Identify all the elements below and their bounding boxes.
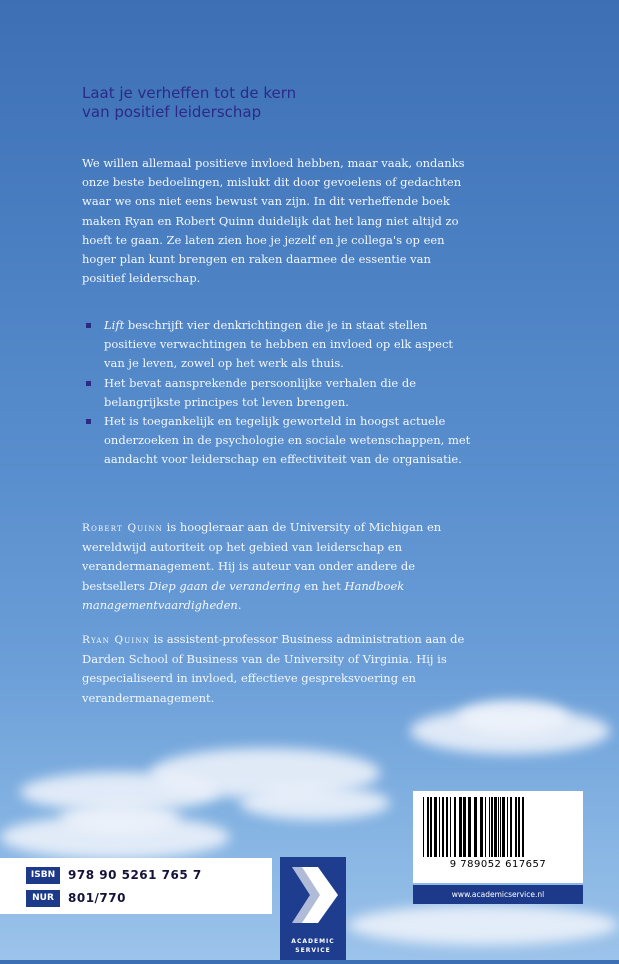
nur-value: 801/770 — [68, 891, 126, 905]
feature-list — [82, 316, 477, 470]
barcode-bar — [468, 797, 471, 857]
list-item — [82, 374, 477, 412]
barcode-bar — [491, 797, 493, 857]
nur-row — [26, 889, 126, 907]
list-item — [82, 412, 477, 470]
isbn-label: ISBN — [26, 867, 60, 884]
identifier-box — [0, 858, 272, 914]
author-bio-text: is assistent-professor Business administration aan de Darden School of Business van de University of Virginia. Hij is gespecialiseerd in invloed, effectieve gespreksvoering en verandermanagement. — [82, 632, 465, 705]
author-bio-ryan — [82, 630, 477, 708]
author-bio-text: en het — [300, 578, 345, 593]
barcode-bar — [423, 797, 424, 857]
svg-text:SERVICE: SERVICE — [295, 947, 331, 954]
barcode — [413, 791, 583, 883]
list-item-text: Het bevat aansprekende persoonlijke verhalen die de belangrijkste principes tot leven brengen. — [104, 375, 417, 409]
bullet-icon — [86, 419, 91, 424]
barcode-bar — [489, 797, 490, 857]
barcode-bar — [494, 797, 497, 857]
barcode-bar — [446, 797, 448, 857]
barcode-bar — [515, 797, 517, 857]
barcode-bar — [434, 797, 437, 857]
list-item — [82, 316, 477, 374]
publisher-url: www.academicservice.nl — [413, 885, 583, 904]
author-bio-robert — [82, 518, 477, 615]
barcode-bar — [518, 797, 520, 857]
cloud — [348, 905, 618, 945]
barcode-bar — [474, 797, 477, 857]
barcode-bar — [502, 797, 505, 857]
tagline-line-1: Laat je verheffen tot de kern — [82, 84, 297, 102]
intro-paragraph: We willen allemaal positieve invloed hebben, maar vaak, ondanks onze beste bedoelingen, mislukt dit door gevoelens of gedachten waar we ons niet eens bewust van zijn. In dit verheffende boek maken Ryan en Robert Quinn duidelijk dat het lang niet altijd zo hoeft te gaan. Ze laten zien hoe je jezelf en je collega's op een hoger plan kunt brengen en raken daarmee de essentie van positief leiderschap. — [82, 156, 465, 286]
barcode-bar — [430, 797, 432, 857]
barcode-bar — [485, 797, 486, 857]
publisher-logo — [280, 857, 346, 960]
nur-label: NUR — [26, 890, 60, 907]
barcode-bar — [498, 797, 499, 857]
barcode-bar — [463, 797, 466, 857]
barcode-bar — [439, 797, 440, 857]
barcode-bar — [500, 797, 501, 857]
barcode-bar — [510, 797, 512, 857]
barcode-bar — [450, 797, 451, 857]
isbn-value: 978 90 5261 765 7 — [68, 868, 202, 882]
barcode-bar — [454, 797, 456, 857]
list-item-text: Het is toegankelijk en tegelijk geworteld in hoogst actuele onderzoeken in de psychologie en sociale wetenschappen, met aandacht voor leiderschap en effectiviteit van de organisatie. — [104, 414, 471, 467]
barcode-bar — [480, 797, 483, 857]
cloud — [60, 803, 180, 833]
isbn-row — [26, 866, 202, 884]
barcode-bars — [421, 797, 575, 857]
author-bio-text: is hoogleraar aan de University of Michigan en wereldwijd autoriteit op het gebied van leiderschap en verandermanagement. Hij is auteur van onder andere de bestsellers — [82, 520, 442, 593]
book-title: Diep gaan de verandering — [148, 578, 301, 593]
barcode-bar — [427, 797, 429, 857]
author-name: Robert Quinn — [82, 522, 163, 534]
tagline — [82, 84, 422, 122]
book-title: Handboek managementvaardigheden — [82, 578, 405, 612]
svg-text:ACADEMIC: ACADEMIC — [291, 938, 335, 945]
cloud — [240, 786, 390, 820]
tagline-line-2: van positief leiderschap — [82, 103, 262, 121]
bullet-icon — [86, 381, 91, 386]
publisher-logo-mark — [280, 857, 346, 960]
book-title-emphasis: Lift — [104, 318, 125, 332]
author-name: Ryan Quinn — [82, 634, 151, 646]
barcode-bar — [522, 797, 524, 857]
barcode-bar — [442, 797, 444, 857]
barcode-bar — [507, 797, 508, 857]
author-bio-text: . — [237, 597, 242, 612]
barcode-bar — [459, 797, 462, 857]
barcode-number: 9 789052 617657 — [449, 859, 547, 870]
bullet-icon — [86, 323, 91, 328]
list-item-text: beschrijft vier denkrichtingen die je in staat stellen positieve verwachtingen te hebben en invloed op elk aspect van je leven, zowel op het werk als thuis. — [104, 318, 454, 371]
